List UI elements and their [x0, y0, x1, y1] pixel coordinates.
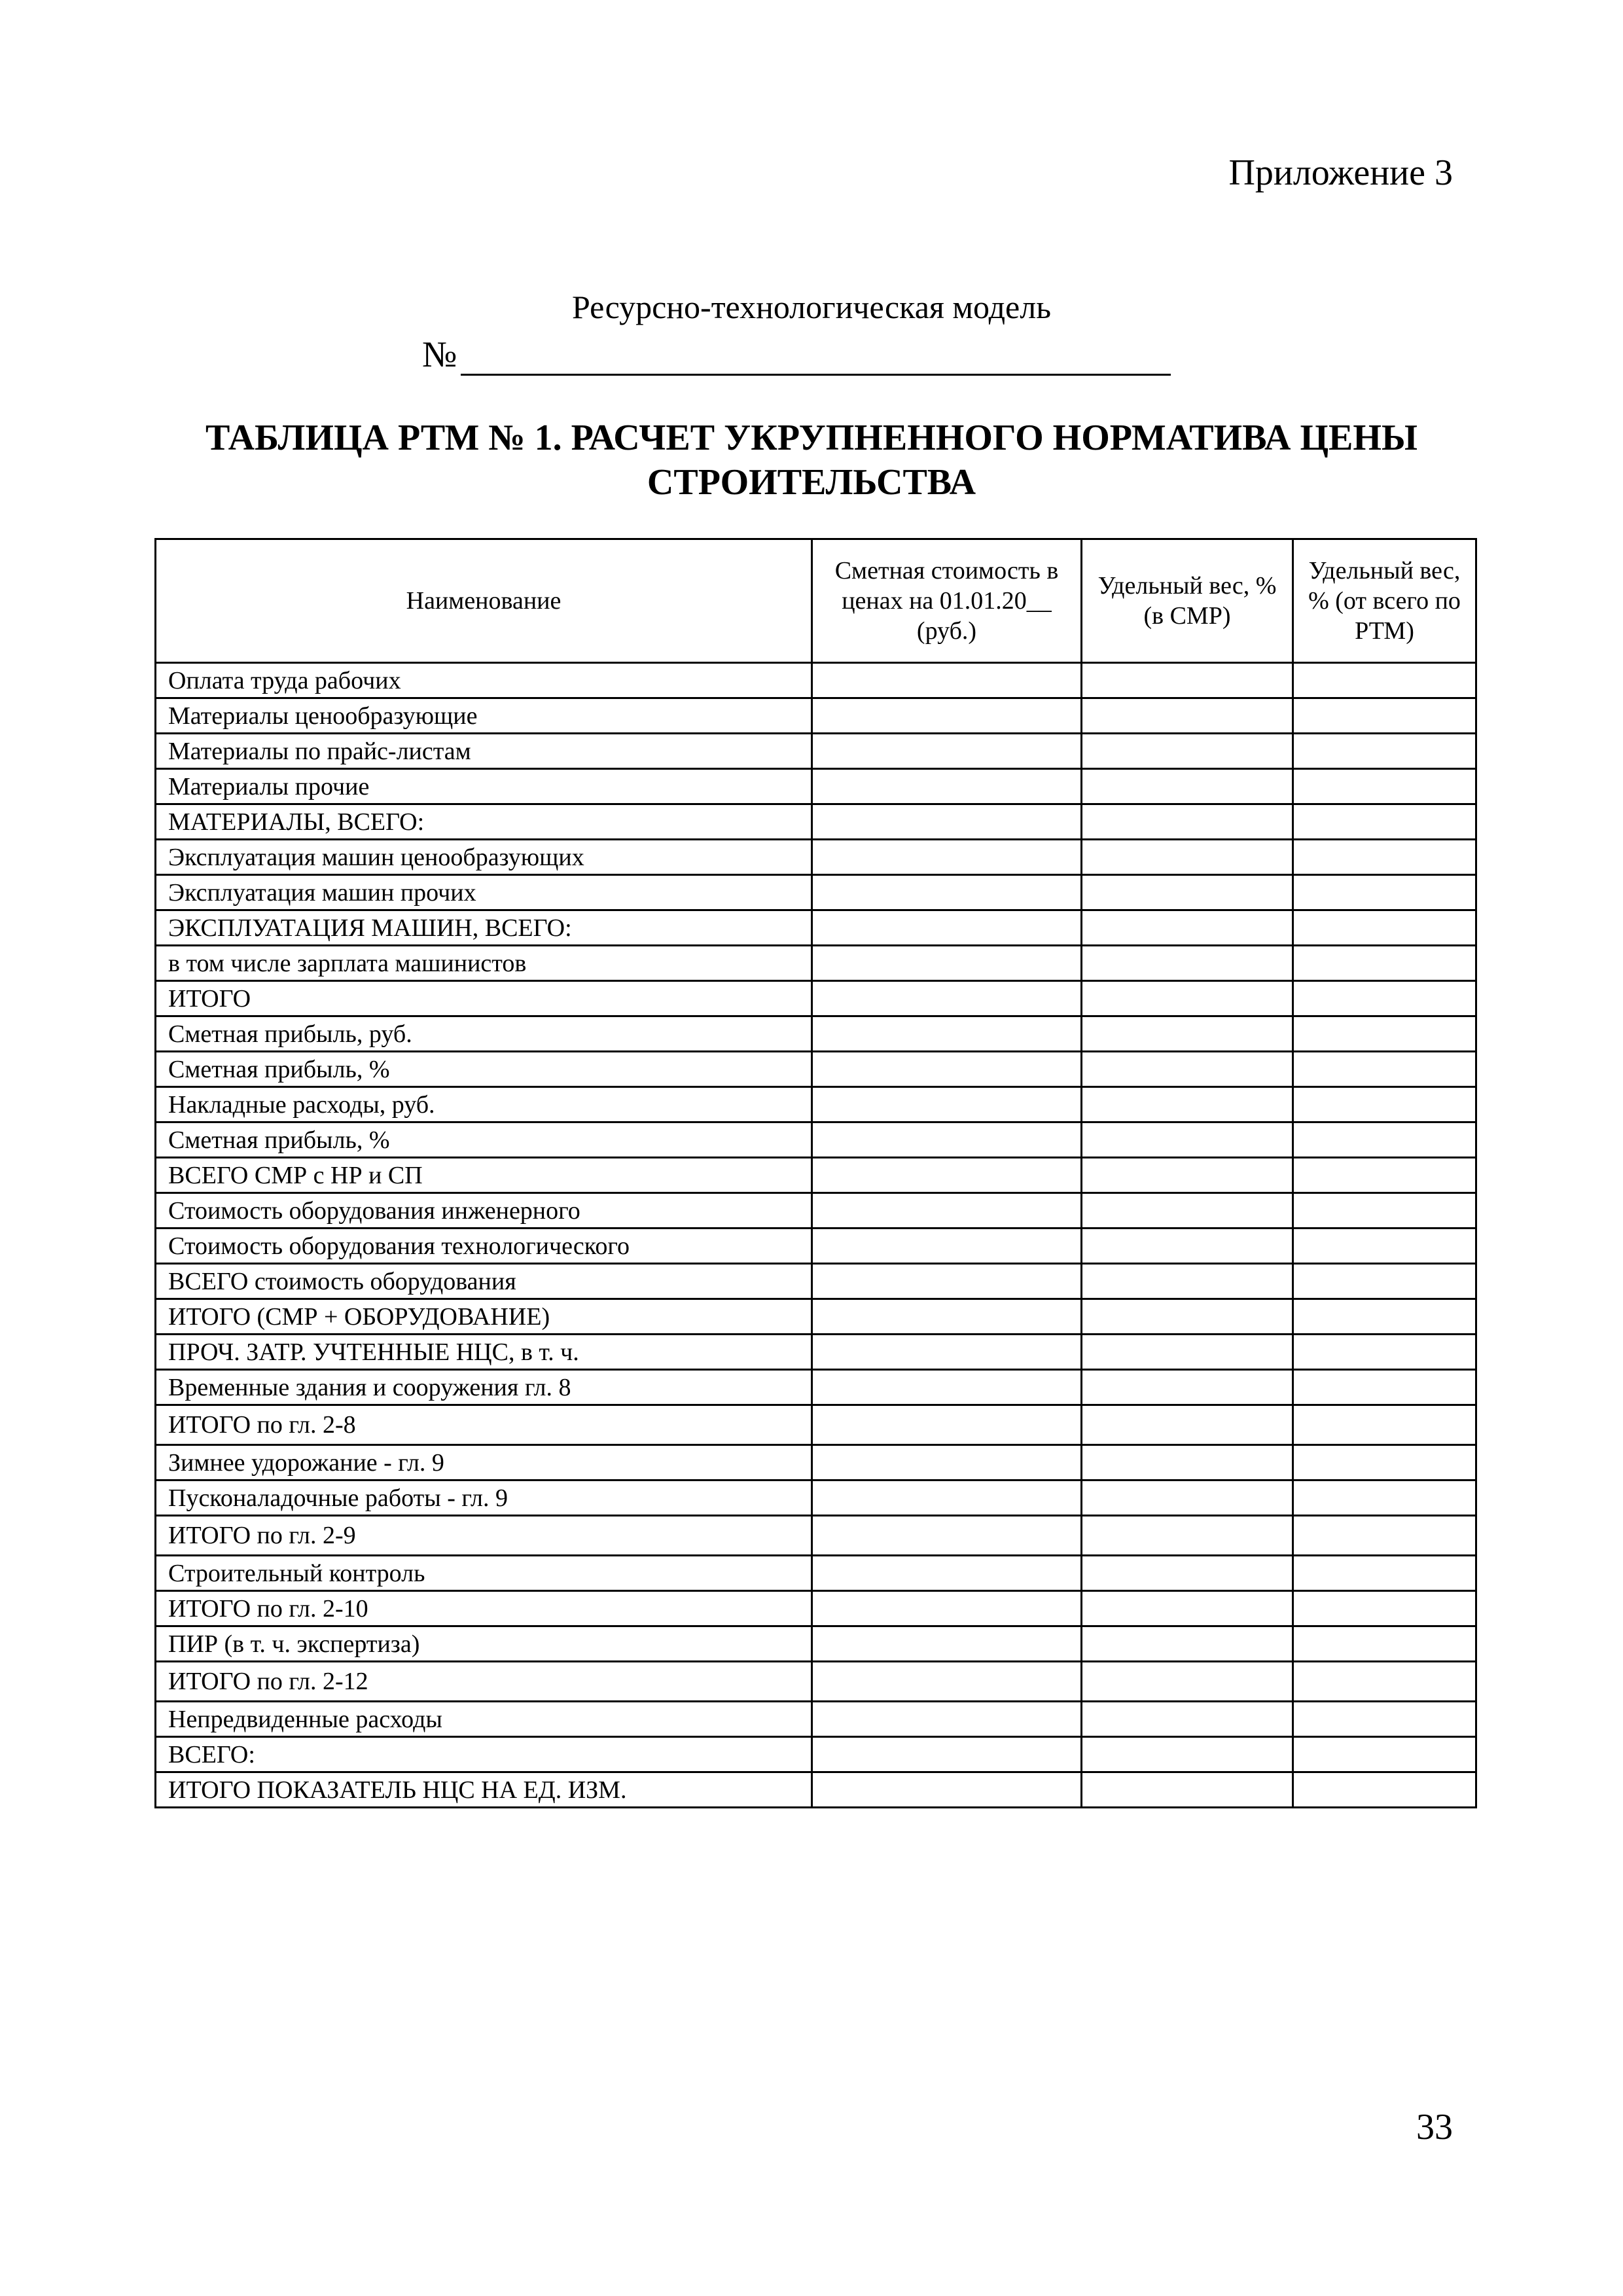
- cost-cell[interactable]: [812, 1264, 1082, 1299]
- table-row: [156, 1122, 1476, 1158]
- column-header-name: Наименование: [156, 539, 812, 663]
- row-name-cell: Сметная прибыль, руб.: [156, 1016, 812, 1052]
- number-sign: №: [422, 334, 457, 375]
- cost-cell[interactable]: [812, 769, 1082, 804]
- share-smr-cell[interactable]: [1082, 1299, 1293, 1335]
- row-name-cell: ВСЕГО:: [156, 1737, 812, 1772]
- share-smr-cell[interactable]: [1082, 1702, 1293, 1737]
- share-smr-cell[interactable]: [1082, 734, 1293, 769]
- row-name-cell: ИТОГО по гл. 2-12: [156, 1662, 812, 1702]
- share-total-cell[interactable]: [1293, 981, 1476, 1016]
- share-smr-cell[interactable]: [1082, 1158, 1293, 1193]
- share-total-cell[interactable]: [1293, 1299, 1476, 1335]
- table-row: [156, 663, 1476, 698]
- share-smr-cell[interactable]: [1082, 1229, 1293, 1264]
- cost-cell[interactable]: [812, 1516, 1082, 1556]
- cost-cell[interactable]: [812, 840, 1082, 875]
- table-row: [156, 734, 1476, 769]
- share-total-cell[interactable]: [1293, 1626, 1476, 1662]
- table-row: [156, 1445, 1476, 1480]
- cost-cell[interactable]: [812, 1158, 1082, 1193]
- row-name-cell: ПИР (в т. ч. экспертиза): [156, 1626, 812, 1662]
- share-total-cell[interactable]: [1293, 1480, 1476, 1516]
- table-row: [156, 1193, 1476, 1229]
- table-header-row: [156, 539, 1476, 663]
- row-name-cell: ИТОГО (СМР + ОБОРУДОВАНИЕ): [156, 1299, 812, 1335]
- table-row: [156, 1299, 1476, 1335]
- number-blank-line: [461, 340, 1171, 376]
- row-name-cell: Эксплуатация машин ценообразующих: [156, 840, 812, 875]
- share-smr-cell[interactable]: [1082, 1480, 1293, 1516]
- share-smr-cell[interactable]: [1082, 1626, 1293, 1662]
- table-row: [156, 981, 1476, 1016]
- share-smr-cell[interactable]: [1082, 946, 1293, 981]
- cost-cell[interactable]: [812, 1370, 1082, 1405]
- table-row: [156, 804, 1476, 840]
- share-total-cell[interactable]: [1293, 1405, 1476, 1445]
- table-row: [156, 910, 1476, 946]
- share-total-cell[interactable]: [1293, 1229, 1476, 1264]
- cost-cell[interactable]: [812, 1591, 1082, 1626]
- share-total-cell[interactable]: [1293, 1702, 1476, 1737]
- appendix-label: Приложение 3: [1228, 152, 1453, 193]
- share-total-cell[interactable]: [1293, 1158, 1476, 1193]
- table-row: [156, 840, 1476, 875]
- share-total-cell[interactable]: [1293, 946, 1476, 981]
- table-row: [156, 1737, 1476, 1772]
- cost-cell[interactable]: [812, 734, 1082, 769]
- row-name-cell: Временные здания и сооружения гл. 8: [156, 1370, 812, 1405]
- cost-cell[interactable]: [812, 1052, 1082, 1087]
- table-row: [156, 1626, 1476, 1662]
- table-row: [156, 698, 1476, 734]
- row-name-cell: Оплата труда рабочих: [156, 663, 812, 698]
- share-smr-cell[interactable]: [1082, 1556, 1293, 1591]
- row-name-cell: ВСЕГО СМР с НР и СП: [156, 1158, 812, 1193]
- table-title: ТАБЛИЦА РТМ № 1. РАСЧЕТ УКРУПНЕННОГО НОРМАТИВА ЦЕНЫ СТРОИТЕЛЬСТВА: [205, 418, 1418, 503]
- share-smr-cell[interactable]: [1082, 981, 1293, 1016]
- share-smr-cell[interactable]: [1082, 1370, 1293, 1405]
- cost-cell[interactable]: [812, 1772, 1082, 1808]
- row-name-cell: Пусконаладочные работы - гл. 9: [156, 1480, 812, 1516]
- share-smr-cell[interactable]: [1082, 875, 1293, 910]
- cost-cell[interactable]: [812, 1445, 1082, 1480]
- share-total-cell[interactable]: [1293, 1737, 1476, 1772]
- share-smr-cell[interactable]: [1082, 1016, 1293, 1052]
- share-total-cell[interactable]: [1293, 910, 1476, 946]
- cost-cell[interactable]: [812, 981, 1082, 1016]
- table-row: [156, 1016, 1476, 1052]
- row-name-cell: Накладные расходы, руб.: [156, 1087, 812, 1122]
- table-row: [156, 1158, 1476, 1193]
- table-row: [156, 1480, 1476, 1516]
- share-total-cell[interactable]: [1293, 1052, 1476, 1087]
- row-name-cell: Стоимость оборудования инженерного: [156, 1193, 812, 1229]
- share-total-cell[interactable]: [1293, 734, 1476, 769]
- cost-cell[interactable]: [812, 1193, 1082, 1229]
- cost-cell[interactable]: [812, 1087, 1082, 1122]
- table-row: [156, 1264, 1476, 1299]
- table-row: [156, 1662, 1476, 1702]
- table-row: [156, 875, 1476, 910]
- share-smr-cell[interactable]: [1082, 769, 1293, 804]
- table-row: [156, 1229, 1476, 1264]
- share-smr-cell[interactable]: [1082, 1405, 1293, 1445]
- row-name-cell: Сметная прибыль, %: [156, 1122, 812, 1158]
- row-name-cell: ЭКСПЛУАТАЦИЯ МАШИН, ВСЕГО:: [156, 910, 812, 946]
- share-smr-cell[interactable]: [1082, 663, 1293, 698]
- share-smr-cell[interactable]: [1082, 1516, 1293, 1556]
- row-name-cell: Непредвиденные расходы: [156, 1702, 812, 1737]
- share-total-cell[interactable]: [1293, 1662, 1476, 1702]
- cost-cell[interactable]: [812, 804, 1082, 840]
- cost-cell[interactable]: [812, 698, 1082, 734]
- share-smr-cell[interactable]: [1082, 1591, 1293, 1626]
- cost-cell[interactable]: [812, 875, 1082, 910]
- share-smr-cell[interactable]: [1082, 1122, 1293, 1158]
- share-total-cell[interactable]: [1293, 1772, 1476, 1808]
- share-smr-cell[interactable]: [1082, 1335, 1293, 1370]
- share-total-cell[interactable]: [1293, 1122, 1476, 1158]
- row-name-cell: в том числе зарплата машинистов: [156, 946, 812, 981]
- table-row: [156, 1335, 1476, 1370]
- table-row: [156, 1556, 1476, 1591]
- share-smr-cell[interactable]: [1082, 1193, 1293, 1229]
- row-name-cell: Материалы по прайс-листам: [156, 734, 812, 769]
- share-smr-cell[interactable]: [1082, 1445, 1293, 1480]
- column-header-share-total: Удельный вес, % (от всего по РТМ): [1293, 539, 1476, 663]
- rtm-table: [154, 538, 1477, 1808]
- share-smr-cell[interactable]: [1082, 698, 1293, 734]
- share-total-cell[interactable]: [1293, 875, 1476, 910]
- table-row: [156, 1772, 1476, 1808]
- row-name-cell: ИТОГО по гл. 2-8: [156, 1405, 812, 1445]
- share-total-cell[interactable]: [1293, 1016, 1476, 1052]
- share-total-cell[interactable]: [1293, 1193, 1476, 1229]
- row-name-cell: Материалы прочие: [156, 769, 812, 804]
- share-total-cell[interactable]: [1293, 1264, 1476, 1299]
- model-number-field: [422, 334, 1171, 376]
- share-smr-cell[interactable]: [1082, 1264, 1293, 1299]
- share-smr-cell[interactable]: [1082, 1737, 1293, 1772]
- table-row: [156, 1370, 1476, 1405]
- row-name-cell: ВСЕГО стоимость оборудования: [156, 1264, 812, 1299]
- share-total-cell[interactable]: [1293, 840, 1476, 875]
- share-smr-cell[interactable]: [1082, 840, 1293, 875]
- row-name-cell: ИТОГО по гл. 2-10: [156, 1591, 812, 1626]
- cost-cell[interactable]: [812, 1299, 1082, 1335]
- cost-cell[interactable]: [812, 1737, 1082, 1772]
- cost-cell[interactable]: [812, 1229, 1082, 1264]
- share-total-cell[interactable]: [1293, 769, 1476, 804]
- share-smr-cell[interactable]: [1082, 1052, 1293, 1087]
- row-name-cell: ИТОГО ПОКАЗАТЕЛЬ НЦС НА ЕД. ИЗМ.: [156, 1772, 812, 1808]
- row-name-cell: Материалы ценообразующие: [156, 698, 812, 734]
- share-total-cell[interactable]: [1293, 1087, 1476, 1122]
- row-name-cell: Строительный контроль: [156, 1556, 812, 1591]
- cost-cell[interactable]: [812, 1556, 1082, 1591]
- row-name-cell: Зимнее удорожание - гл. 9: [156, 1445, 812, 1480]
- share-total-cell[interactable]: [1293, 1445, 1476, 1480]
- cost-cell[interactable]: [812, 1122, 1082, 1158]
- table-row: [156, 1516, 1476, 1556]
- share-smr-cell[interactable]: [1082, 1662, 1293, 1702]
- share-total-cell[interactable]: [1293, 1516, 1476, 1556]
- share-total-cell[interactable]: [1293, 804, 1476, 840]
- column-header-cost: Сметная стоимость в ценах на 01.01.20__ (руб.): [812, 539, 1082, 663]
- row-name-cell: ИТОГО: [156, 981, 812, 1016]
- share-total-cell[interactable]: [1293, 1591, 1476, 1626]
- cost-cell[interactable]: [812, 663, 1082, 698]
- share-smr-cell[interactable]: [1082, 1087, 1293, 1122]
- table-row: [156, 769, 1476, 804]
- page-number: 33: [1416, 2107, 1453, 2147]
- cost-cell[interactable]: [812, 1335, 1082, 1370]
- table-row: [156, 1052, 1476, 1087]
- share-total-cell[interactable]: [1293, 663, 1476, 698]
- share-total-cell[interactable]: [1293, 1335, 1476, 1370]
- model-title: [0, 288, 1623, 326]
- row-name-cell: Стоимость оборудования технологического: [156, 1229, 812, 1264]
- table-body: [156, 663, 1476, 1808]
- table-row: [156, 1702, 1476, 1737]
- table-row: [156, 1087, 1476, 1122]
- cost-cell[interactable]: [812, 1626, 1082, 1662]
- row-name-cell: ПРОЧ. ЗАТР. УЧТЕННЫЕ НЦС, в т. ч.: [156, 1335, 812, 1370]
- share-total-cell[interactable]: [1293, 1556, 1476, 1591]
- table-row: [156, 1405, 1476, 1445]
- column-header-share-smr: Удельный вес, % (в СМР): [1082, 539, 1293, 663]
- row-name-cell: Эксплуатация машин прочих: [156, 875, 812, 910]
- table-row: [156, 1591, 1476, 1626]
- cost-cell[interactable]: [812, 1016, 1082, 1052]
- model-title-text: Ресурсно-технологическая модель: [571, 289, 1051, 325]
- share-smr-cell[interactable]: [1082, 910, 1293, 946]
- row-name-cell: ИТОГО по гл. 2-9: [156, 1516, 812, 1556]
- share-smr-cell[interactable]: [1082, 804, 1293, 840]
- share-total-cell[interactable]: [1293, 1370, 1476, 1405]
- row-name-cell: МАТЕРИАЛЫ, ВСЕГО:: [156, 804, 812, 840]
- cost-cell[interactable]: [812, 1480, 1082, 1516]
- cost-cell[interactable]: [812, 910, 1082, 946]
- row-name-cell: Сметная прибыль, %: [156, 1052, 812, 1087]
- table-row: [156, 946, 1476, 981]
- share-smr-cell[interactable]: [1082, 1772, 1293, 1808]
- cost-cell[interactable]: [812, 1662, 1082, 1702]
- cost-cell[interactable]: [812, 1405, 1082, 1445]
- share-total-cell[interactable]: [1293, 698, 1476, 734]
- cost-cell[interactable]: [812, 946, 1082, 981]
- cost-cell[interactable]: [812, 1702, 1082, 1737]
